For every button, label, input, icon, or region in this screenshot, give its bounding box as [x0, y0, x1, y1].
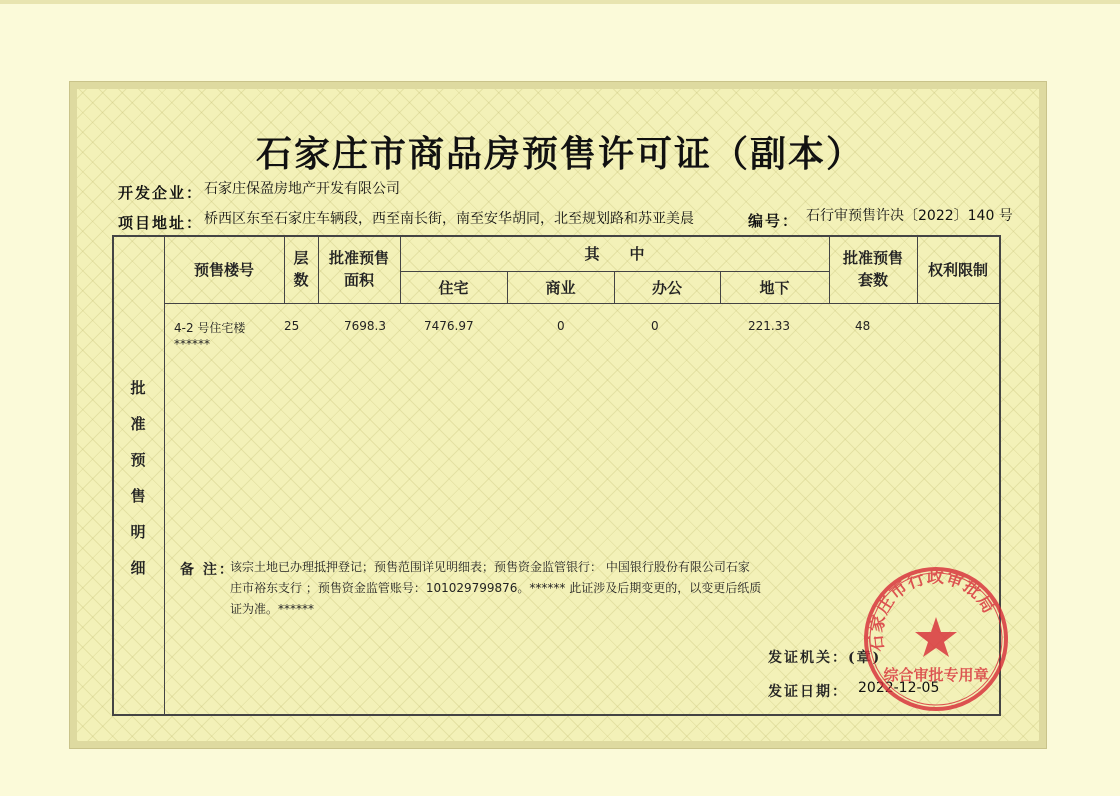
header-floors-1: 层	[293, 249, 309, 267]
header-units-1: 批准预售	[842, 249, 903, 267]
header-units-2: 套数	[857, 271, 888, 289]
row-underground: 221.33	[748, 319, 790, 333]
row-floors: 25	[284, 319, 300, 333]
star-icon	[915, 617, 957, 657]
side-title-char: 售	[130, 487, 146, 505]
side-title-char: 批	[130, 379, 146, 397]
header-floors-2: 数	[293, 271, 309, 289]
notes-line: 证为准。******	[230, 602, 315, 616]
header-area-2: 面积	[343, 271, 374, 289]
row-residential: 7476.97	[424, 319, 474, 333]
developer-name: 石家庄保盈房地产开发有限公司	[204, 181, 400, 197]
header-building: 预售楼号	[193, 261, 254, 279]
issue-date-label: 发证日期：	[768, 684, 848, 700]
side-divider	[164, 237, 165, 714]
header-bottom	[164, 303, 1000, 304]
row-commercial: 0	[557, 319, 565, 333]
top-edge	[0, 0, 1120, 4]
project-address: 桥西区东至石家庄车辆段，西至南长街，南至安华胡同，北至规划路和苏亚美晨	[204, 211, 694, 227]
issue-date: 2022-12-05	[858, 680, 940, 696]
row-units: 48	[855, 319, 871, 333]
header-area-1: 批准预售	[328, 249, 389, 267]
permit-number: 石行审预售许决〔2022〕140 号	[806, 208, 1013, 224]
notes-line: 该宗土地已办理抵押登记；预售范围详见明细表；预售资金监管银行： 中国银行股份有限公司石家	[230, 560, 750, 574]
number-label: 编号：	[748, 212, 800, 230]
header-rights: 权利限制	[927, 261, 988, 279]
notes-text	[230, 557, 770, 620]
official-seal-stamp	[862, 565, 1010, 713]
notes-line: 庄市裕东支行 ；预售资金监管账号：101029799876。****** 此证涉及后期变更的，以变更后纸质	[230, 581, 762, 595]
header-commercial: 商业	[545, 279, 576, 297]
side-title-char: 准	[130, 415, 146, 433]
row-office: 0	[651, 319, 659, 333]
side-title-char: 预	[130, 451, 146, 469]
side-title-char: 细	[130, 559, 146, 577]
among-divider	[400, 271, 829, 272]
row-building-extra: ******	[174, 337, 210, 351]
seal-inner-text: 综合审批专用章	[883, 666, 989, 684]
notes-label: 备 注：	[180, 562, 235, 578]
document-title: 石家庄市商品房预售许可证（副本）	[255, 133, 864, 175]
seal-outer-text: 石家庄市行政审批局	[866, 567, 999, 653]
row-area: 7698.3	[344, 319, 386, 333]
header-among: 其 中	[584, 245, 645, 263]
side-title-char: 明	[130, 523, 146, 541]
developer-label: 开发企业：	[118, 184, 204, 202]
header-underground: 地下	[759, 279, 790, 297]
address-label: 项目地址：	[118, 214, 204, 232]
header-residential: 住宅	[438, 279, 469, 297]
issuing-authority: 发证机关：(章)	[768, 650, 882, 666]
header-office: 办公	[651, 279, 682, 297]
row-building: 4-2 号住宅楼	[174, 321, 246, 335]
